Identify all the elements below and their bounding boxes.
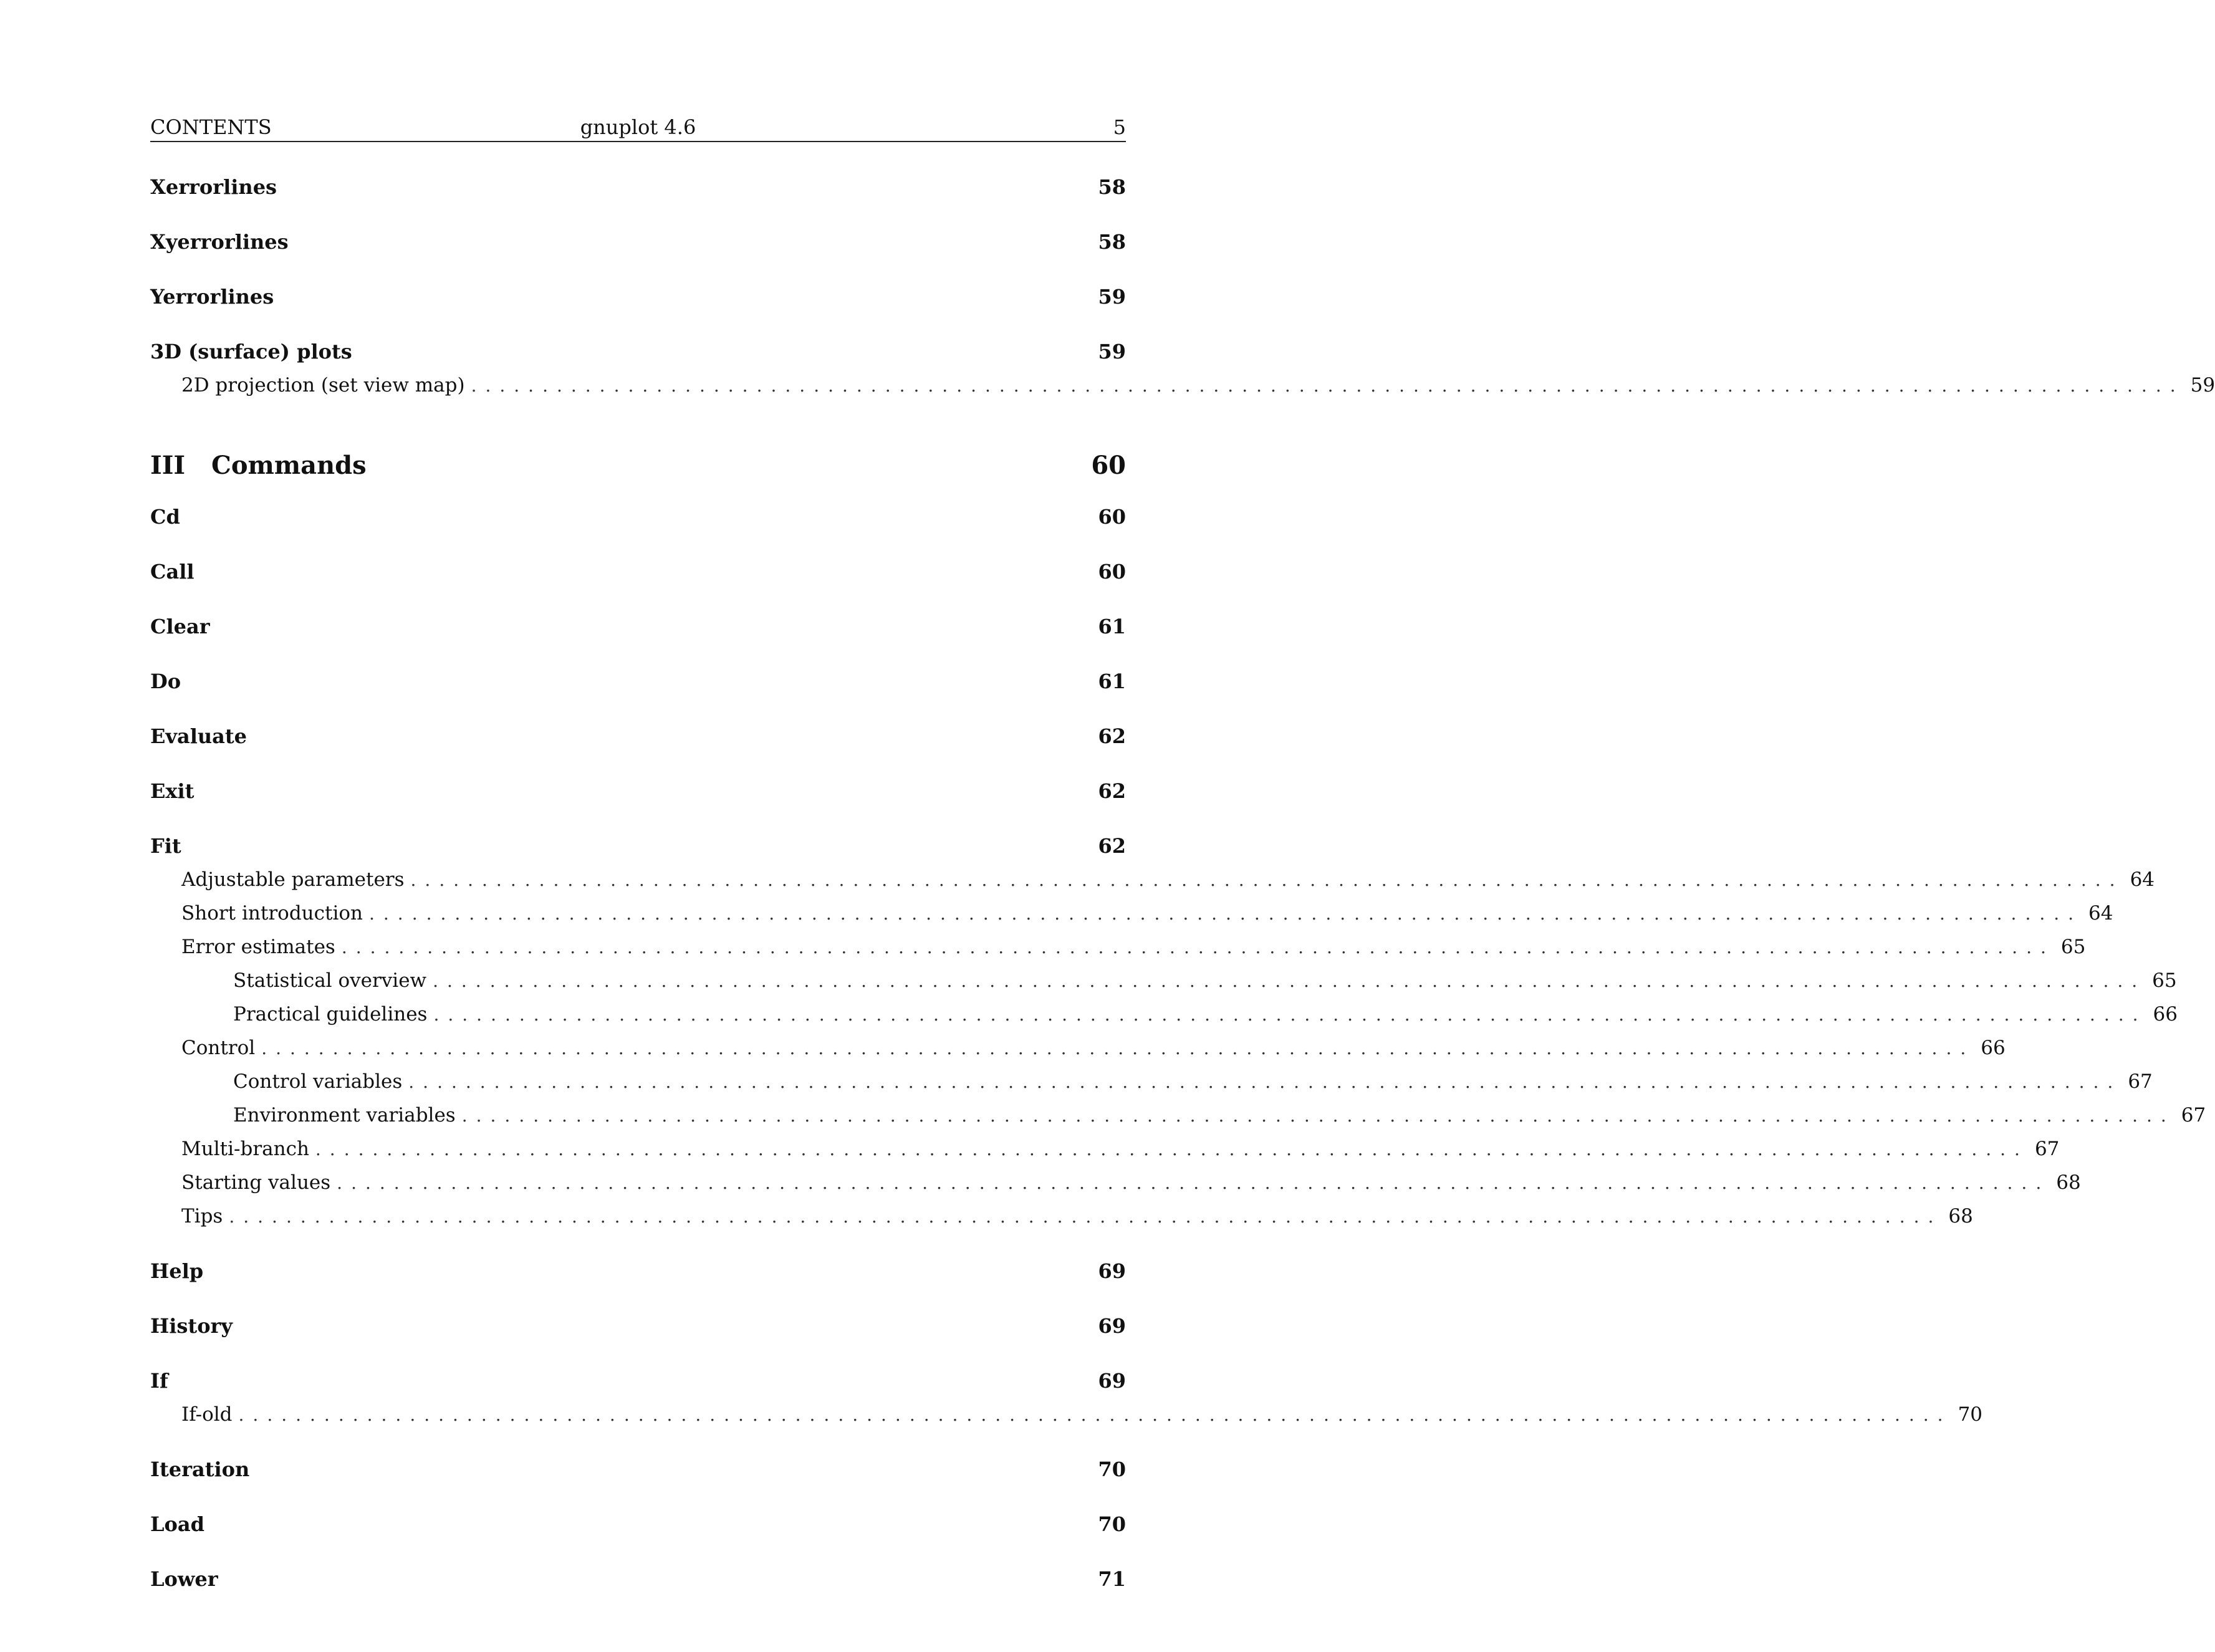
toc-entry-title: Cd xyxy=(150,505,180,529)
toc-subsection-entry[interactable] xyxy=(150,866,2155,893)
toc-entry-title: If xyxy=(150,1369,168,1393)
toc-entry-title: 2D projection (set view map) xyxy=(181,374,465,396)
toc-entry-title: 3D (surface) plots xyxy=(150,340,352,363)
toc-subsection-entry[interactable] xyxy=(150,1169,2081,1196)
toc-leader-dots: ........................................................................................................................ xyxy=(410,869,2124,890)
toc-page-number: 66 xyxy=(1981,1037,2006,1059)
toc-page-number: 59 xyxy=(2190,374,2215,396)
toc-page-number: 70 xyxy=(1958,1403,1983,1426)
toc-page-number: 58 xyxy=(1098,175,1126,199)
toc-leader-dots: ........................................................................................................................ xyxy=(341,936,2055,958)
toc-entry-title: Xerrorlines xyxy=(150,175,277,199)
toc-subsection-entry[interactable] xyxy=(150,1068,2153,1095)
toc-page-number: 65 xyxy=(2152,969,2177,992)
toc-page-number: 69 xyxy=(1098,1259,1126,1283)
toc-entry-title: Fit xyxy=(150,834,181,858)
toc-section-entry[interactable] xyxy=(150,832,1126,860)
toc-leader-dots: ........................................................................................................................ xyxy=(238,1404,1952,1425)
toc-leader-dots: ........................................................................................................................ xyxy=(315,1138,2029,1160)
toc-section-entry[interactable] xyxy=(150,1312,1126,1340)
toc-page-number: 70 xyxy=(1098,1512,1126,1536)
toc-entry-title: Short introduction xyxy=(181,902,363,924)
toc-page-number: 65 xyxy=(2060,936,2086,958)
table-of-contents xyxy=(150,0,2215,1652)
toc-page-number: 64 xyxy=(2130,868,2155,891)
toc-part-number: III xyxy=(150,450,186,480)
toc-page-number: 70 xyxy=(1098,1458,1126,1481)
toc-leader-dots: ........................................................................................................................ xyxy=(461,1105,2175,1126)
toc-page-number: 69 xyxy=(1098,1369,1126,1393)
toc-page-number: 58 xyxy=(1098,230,1126,254)
toc-leader-dots: ........................................................................................................................ xyxy=(433,970,2146,991)
toc-subsection-entry[interactable] xyxy=(150,1001,2178,1028)
toc-entry-title: Practical guidelines xyxy=(233,1003,428,1025)
toc-leader-dots: ........................................................................................................................ xyxy=(433,1004,2147,1025)
toc-entry-title: Statistical overview xyxy=(233,969,427,992)
document-page xyxy=(150,0,2215,1652)
toc-section-entry[interactable] xyxy=(150,283,1126,310)
toc-page-number: 59 xyxy=(1098,285,1126,309)
toc-section-entry[interactable] xyxy=(150,1565,1126,1593)
toc-page-number: 67 xyxy=(2128,1070,2153,1093)
toc-page-number: 60 xyxy=(1098,560,1126,583)
toc-subsection-entry[interactable] xyxy=(150,967,2177,994)
toc-subsection-entry[interactable] xyxy=(150,1034,2006,1062)
toc-section-entry[interactable] xyxy=(150,613,1126,640)
toc-section-entry[interactable] xyxy=(150,723,1126,750)
toc-subsection-entry[interactable] xyxy=(150,1203,1973,1230)
toc-part-heading[interactable] xyxy=(150,446,1126,484)
toc-page-number: 64 xyxy=(2088,902,2113,924)
toc-entry-title: Control variables xyxy=(233,1070,403,1093)
toc-entry-title: Environment variables xyxy=(233,1104,456,1126)
toc-entry-title: Load xyxy=(150,1512,204,1536)
toc-subsection-entry[interactable] xyxy=(150,933,2086,961)
header-page-number: 5 xyxy=(1113,115,1126,139)
toc-leader-dots: ........................................................................................................................ xyxy=(261,1037,1975,1059)
toc-page-number: 66 xyxy=(2153,1003,2178,1025)
toc-page-number: 68 xyxy=(2056,1171,2081,1194)
toc-section-entry[interactable] xyxy=(150,1367,1126,1395)
toc-page-number: 68 xyxy=(1948,1205,1973,1227)
toc-entry-title: Help xyxy=(150,1259,204,1283)
toc-entry-title: Control xyxy=(181,1037,256,1059)
toc-page-number: 61 xyxy=(1098,615,1126,638)
toc-leader-dots: ........................................................................................................................ xyxy=(408,1071,2122,1092)
toc-entry-title: Adjustable parameters xyxy=(181,868,405,891)
toc-section-entry[interactable] xyxy=(150,228,1126,256)
toc-entry-title: Multi-branch xyxy=(181,1138,309,1160)
toc-part-title: Commands xyxy=(211,450,367,480)
toc-entry-title: Error estimates xyxy=(181,936,335,958)
header-document-title: gnuplot 4.6 xyxy=(580,115,696,139)
toc-entry-title: Iteration xyxy=(150,1458,250,1481)
toc-page-number: 60 xyxy=(1091,450,1126,480)
toc-section-entry[interactable] xyxy=(150,1257,1126,1285)
toc-section-entry[interactable] xyxy=(150,777,1126,805)
toc-section-entry[interactable] xyxy=(150,1510,1126,1538)
toc-entry-title: History xyxy=(150,1314,233,1338)
header-section-title: CONTENTS xyxy=(150,115,272,139)
toc-subsection-entry[interactable] xyxy=(150,1401,1983,1428)
toc-section-entry[interactable] xyxy=(150,1456,1126,1483)
toc-leader-dots: ........................................................................................................................ xyxy=(471,375,2184,396)
toc-section-entry[interactable] xyxy=(150,173,1126,201)
toc-entry-title: Exit xyxy=(150,779,195,803)
toc-page-number: 61 xyxy=(1098,670,1126,693)
toc-page-number: 71 xyxy=(1098,1567,1126,1591)
toc-subsection-entry[interactable] xyxy=(150,1135,2060,1163)
toc-leader-dots: ........................................................................................................................ xyxy=(369,903,2083,924)
toc-entry-title: If-old xyxy=(181,1403,233,1426)
toc-page-number: 62 xyxy=(1098,724,1126,748)
toc-subsection-entry[interactable] xyxy=(150,372,2215,399)
toc-page-number: 67 xyxy=(2034,1138,2060,1160)
toc-page-number: 60 xyxy=(1098,505,1126,529)
toc-page-number: 62 xyxy=(1098,779,1126,803)
toc-entry-title: Xyerrorlines xyxy=(150,230,289,254)
toc-page-number: 59 xyxy=(1098,340,1126,363)
toc-entry-title: Clear xyxy=(150,615,210,638)
toc-leader-dots: ........................................................................................................................ xyxy=(337,1172,2050,1193)
toc-subsection-entry[interactable] xyxy=(150,900,2113,927)
toc-entry-title: Tips xyxy=(181,1205,223,1227)
toc-subsection-entry[interactable] xyxy=(150,1102,2206,1129)
toc-page-number: 69 xyxy=(1098,1314,1126,1338)
toc-page-number: 67 xyxy=(2181,1104,2206,1126)
toc-entry-title: Do xyxy=(150,670,181,693)
toc-entry-title: Lower xyxy=(150,1567,218,1591)
toc-section-entry[interactable] xyxy=(150,338,1126,365)
toc-entry-title xyxy=(150,451,367,480)
toc-entry-title: Call xyxy=(150,560,195,583)
toc-section-entry[interactable] xyxy=(150,668,1126,695)
toc-page-number: 62 xyxy=(1098,834,1126,858)
toc-section-entry[interactable] xyxy=(150,558,1126,585)
toc-entry-title: Starting values xyxy=(181,1171,331,1194)
toc-entry-title: Evaluate xyxy=(150,724,247,748)
toc-entry-title: Yerrorlines xyxy=(150,285,274,309)
toc-leader-dots: ........................................................................................................................ xyxy=(229,1206,1943,1227)
toc-section-entry[interactable] xyxy=(150,503,1126,531)
